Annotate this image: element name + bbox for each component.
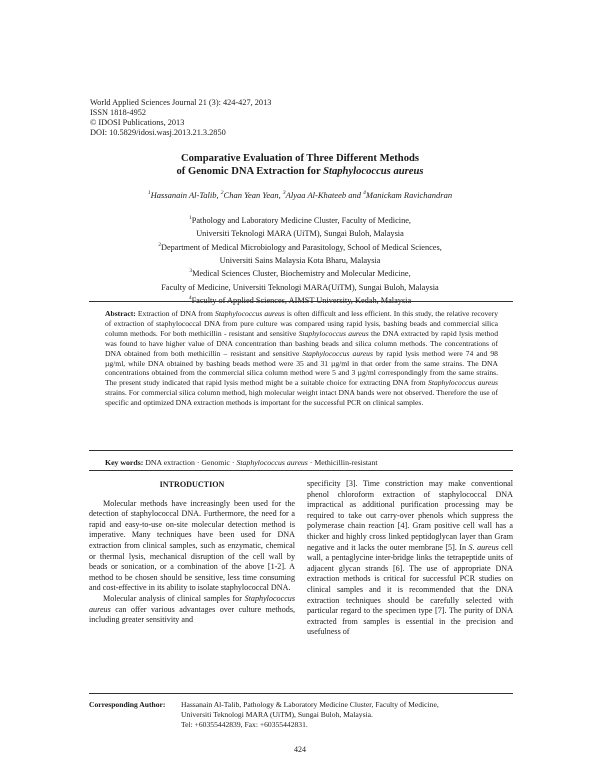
intro-paragraph-continued [307, 479, 513, 638]
paper-title [0, 152, 600, 178]
author-contact: Tel: +60355442839, Fax: +60355442831. [181, 720, 308, 729]
abstract-species: Staphylococcus aureus [428, 378, 498, 388]
title-line-2 [0, 165, 600, 178]
title-line-1: Comparative Evaluation of Three Different Methods [180, 153, 420, 164]
paragraph-species: S. aureus [468, 542, 499, 552]
affiliation-line [0, 213, 600, 226]
page-number: 424 [294, 745, 306, 754]
abstract-bottom-rule [89, 450, 513, 451]
keywords-text: · Methicillin-resistant [307, 458, 378, 467]
affiliation-text: Faculty of Applied Sciences, AIMST University, Kedah, Malaysia [191, 295, 412, 305]
affiliation-line [0, 226, 600, 239]
author-3: Alyaa Al-Khateeb and [285, 190, 364, 200]
affiliation-sup: 4 [188, 295, 192, 302]
author-2: Chan Yean Yean, [223, 190, 283, 200]
keyword-species: Staphylococcus aureus [236, 458, 308, 467]
affiliation-sup: 1 [188, 215, 192, 221]
abstract-species: Staphylococcus aureus [298, 328, 369, 338]
affiliation-text: Universiti Sains Malaysia Kota Bharu, Malaysia [219, 255, 381, 265]
left-column [89, 480, 295, 626]
affiliation-line [0, 293, 600, 306]
affiliation-text: Faculty of Medicine, Universiti Teknologi MARA(UiTM), Sungai Buloh, Malaysia [161, 282, 439, 292]
abstract [105, 309, 498, 408]
journal-citation: World Applied Sciences Journal 21 (3): 424-427, 2013 [90, 98, 272, 107]
affiliation-text: Department of Medical Microbiology and Parasitology, School of Medical Sciences, [160, 242, 442, 252]
author-1-sup: 1 [147, 190, 151, 197]
author-affiliation: Hassanain Al-Talib, Pathology & Laboratory Medicine Cluster, Faculty of Medicine, [181, 700, 439, 709]
paragraph-species: Staphylococcus aureus [89, 593, 295, 614]
abstract-text: the DNA extracted by rapid lysis method was found to have higher value of DNA concentration than bashing beads and silica column methods. The concentrations of DNA obtained from both methicillin – resistant and sensitive [105, 328, 498, 358]
abstract-species: Staphylococcus aureus [302, 348, 373, 358]
abstract-text: strains. For commercial silica column method, high molecular weight intact DNA bands were not observed. Therefore the use of specific and optimized DNA extraction methods is important for the successful PCR on clinical samples. [105, 388, 498, 408]
keywords-label: Key words: [105, 458, 144, 467]
affiliation-line [0, 253, 600, 266]
corresponding-author-details [181, 700, 439, 730]
author-institution: Universiti Teknologi MARA (UiTM), Sungai Buloh, Malaysia. [181, 710, 373, 719]
keywords-rule [89, 470, 513, 471]
journal-issn: ISSN 1818-4952 [90, 108, 147, 117]
author-4: Manickam Ravichandran [365, 190, 453, 200]
affiliation-text: Pathology and Laboratory Medicine Cluster, Faculty of Medicine, [191, 215, 411, 225]
affiliation-text: Universiti Teknologi MARA (UiTM), Sungai Buloh, Malaysia [196, 229, 404, 239]
paragraph-text: can offer various advantages over culture methods, including greater sensitivity and [89, 604, 295, 625]
abstract-top-rule [89, 301, 513, 302]
affiliation-sup: 3 [189, 268, 193, 275]
paragraph-text: Molecular analysis of clinical samples for [103, 593, 245, 603]
author-3-sup: 3 [282, 190, 286, 197]
abstract-text: is often difficult and less efficient. In this study, the relative recovery of extraction of staphylococcal DNA from pure culture was compared using rapid lysis, bashing beads and commercial silica column methods. For both methicillin - resistant and sensitive [105, 309, 498, 338]
intro-paragraph-1: Molecular methods have increasingly been used for the detection of staphylococcal DNA. Furthermore, the need for a rapid and easy-to-use on-site molecular detection method is imperative. Many techniques have been used for DNA extraction from clinical samples, such as enzymatic, chemical or thermal lysis, mechanical disruption of the cell wall by beads or sonication, or a combination of the above [1-2]. A method to be chosen should be sensitive, less time consuming and cost-effective in its ability to isolate staphylococcal DNA. [89, 498, 295, 593]
keywords [105, 458, 505, 467]
affiliation-line [0, 240, 600, 253]
authors [0, 190, 600, 200]
paragraph-text: cell wall, a pentaglycine inter-bridge links the tetrapeptide units of adjacent glycan strands [6]. The use of appropriate DNA extraction methods is critical for successful PCR studies on clinical samples and it is recommended that the DNA extraction techniques should be carefully selected with particular regard to the specimen type [7]. The purity of DNA extracted from samples is essential in the precision and usefulness of [307, 542, 513, 637]
abstract-species: Staphylococcus aureus [215, 309, 285, 318]
introduction-heading: INTRODUCTION [159, 480, 225, 489]
title-line-2-text: of Genomic DNA Extraction for [176, 166, 324, 177]
author-2-sup: 2 [220, 190, 224, 197]
journal-copyright: © IDOSI Publications, 2013 [90, 118, 185, 127]
abstract-text: by rapid lysis method were 74 and 98 µg/ml, while DNA obtained by bashing beads method were 35 and 31 µg/ml in that order from the same strains. The DNA concentrations obtained from the commercial silica column method were 5 and 3 µg/ml correspondingly from the same strains. The present study indicated that rapid lysis method might be a suitable choice for extracting DNA from [105, 348, 498, 388]
title-species: Staphylococcus aureus [323, 166, 424, 177]
paragraph-text: specificity [3]. Time constriction may make conventional phenol chloroform extraction of staphylococcal DNA impractical as additional purification processing may be required to take out carry-over phenols which suppress the polymerase chain reaction [4]. Gram positive cell wall has a thicker and highly cross linked peptidoglycan layer than Gram negative and it lacks the outer membrane [5]. In [307, 479, 513, 552]
journal-doi: DOI: 10.5829/idosi.wasj.2013.21.3.2850 [90, 128, 226, 137]
journal-info [90, 98, 271, 138]
corresponding-author-label: Corresponding Author: [89, 700, 166, 709]
affiliation-sup: 2 [158, 241, 161, 248]
affiliation-line [0, 266, 600, 279]
affiliations [0, 213, 600, 307]
affiliation-text: Medical Sciences Cluster, Biochemistry and Molecular Medicine, [192, 269, 411, 279]
footer-rule [89, 693, 513, 694]
author-1: Hassanain Al-Talib, [150, 190, 221, 200]
right-column [307, 479, 513, 638]
intro-paragraph-2 [89, 594, 295, 626]
affiliation-line [0, 280, 600, 293]
abstract-text: Extraction of DNA from [135, 309, 216, 318]
author-4-sup: 4 [363, 190, 366, 197]
keywords-text: DNA extraction · Genomic · [143, 458, 237, 467]
abstract-label: Abstract: [105, 309, 136, 318]
